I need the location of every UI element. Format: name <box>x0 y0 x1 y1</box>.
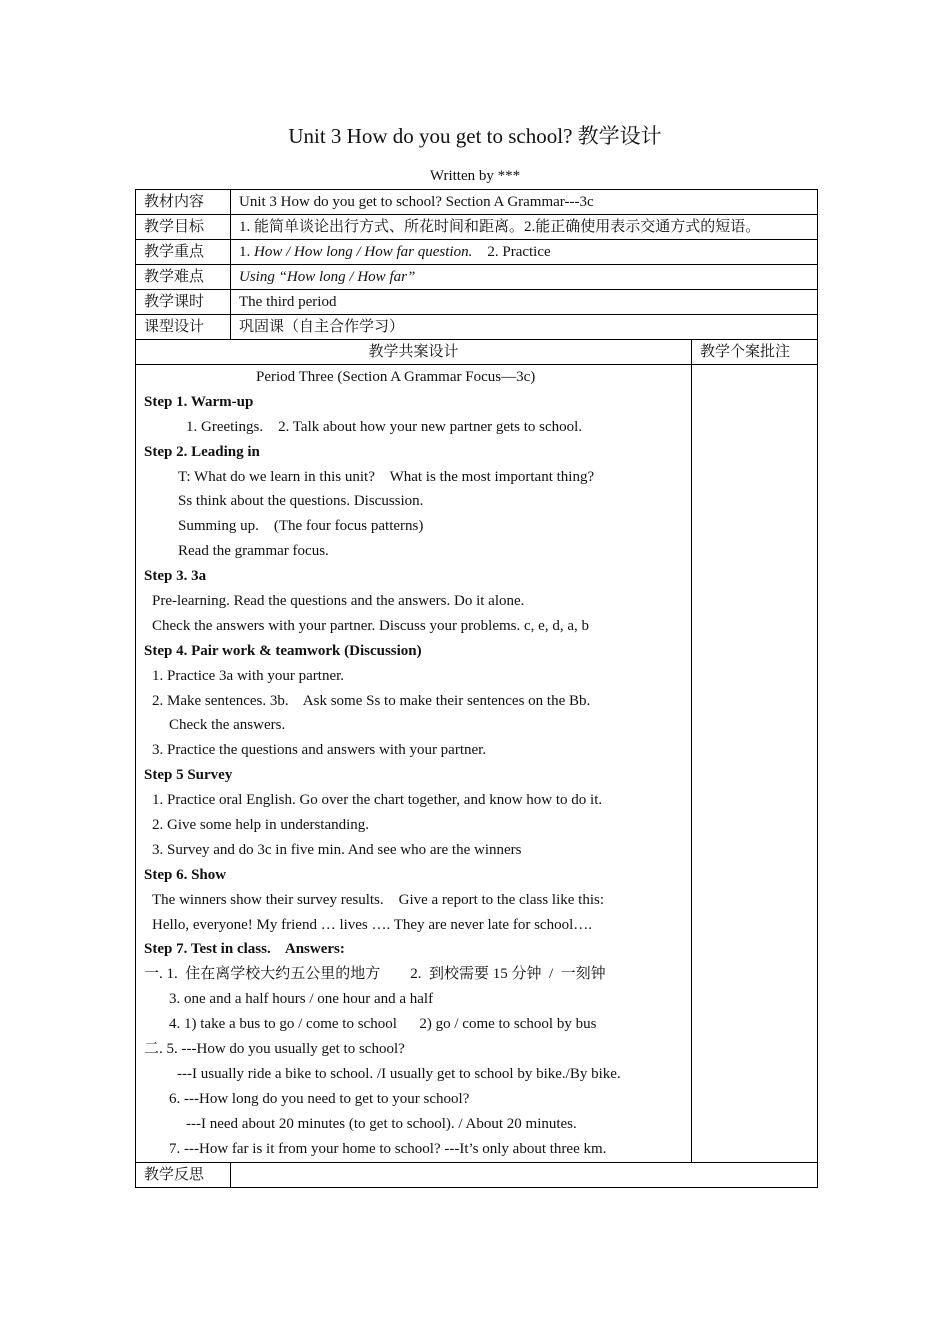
answer-line: 二. 5. ---How do you usually get to school? <box>144 1041 405 1058</box>
row-reflection <box>136 1162 818 1187</box>
value-reflection <box>231 1162 818 1187</box>
value-difficulties: Using “How long / How far” <box>231 265 818 290</box>
step-heading: Step 7. Test in class. Answers: <box>144 941 345 958</box>
row-lesson-body <box>136 365 818 1163</box>
label-materials: 教材内容 <box>136 190 231 215</box>
step-item: Check the answers. <box>169 717 286 734</box>
step-item: Check the answers with your partner. Discuss your problems. c, e, d, a, b <box>152 617 589 634</box>
answer-line: 7. ---How far is it from your home to school? ---It’s only about three km. <box>169 1140 607 1157</box>
value-objectives: 1. 能简单谈论出行方式、所花时间和距离。2.能正确使用表示交通方式的短语。 <box>231 215 818 240</box>
lesson-steps <box>144 365 683 1162</box>
step-item: The winners show their survey results. Give a report to the class like this: <box>152 891 604 908</box>
individual-notes-cell <box>692 365 818 1163</box>
lesson-plan-table <box>135 189 818 1188</box>
step-heading: Step 3. 3a <box>144 568 207 585</box>
document-title: Unit 3 How do you get to school? 教学设计 <box>288 124 662 148</box>
value-lesson-type: 巩固课（自主合作学习） <box>231 315 818 340</box>
answer-line: ---I usually ride a bike to school. /I usually get to school by bike./By bike. <box>177 1065 621 1082</box>
row-materials <box>136 190 818 215</box>
row-period <box>136 290 818 315</box>
answer-line: 4. 1) take a bus to go / come to school 2) go / come to school by bus <box>169 1016 597 1033</box>
step-item: Read the grammar focus. <box>178 543 329 560</box>
step-item: 1. Practice oral English. Go over the chart together, and know how to do it. <box>152 792 603 809</box>
step-item: 3. Practice the questions and answers with your partner. <box>152 742 487 759</box>
period-heading: Period Three (Section A Grammar Focus—3c) <box>256 369 536 385</box>
header-shared-design: 教学共案设计 <box>136 340 692 365</box>
step-heading: Step 5 Survey <box>144 767 233 784</box>
step-item: Pre-learning. Read the questions and the answers. Do it alone. <box>152 593 525 610</box>
answer-line: ---I need about 20 minutes (to get to school). / About 20 minutes. <box>186 1115 577 1132</box>
step-item: 2. Give some help in understanding. <box>152 817 370 834</box>
row-lesson-type <box>136 315 818 340</box>
step-heading: Step 4. Pair work & teamwork (Discussion) <box>144 642 422 659</box>
lesson-body-cell <box>136 365 692 1163</box>
step-item: 1. Practice 3a with your partner. <box>152 667 345 684</box>
header-individual-notes: 教学个案批注 <box>692 340 818 365</box>
label-difficulties: 教学难点 <box>136 265 231 290</box>
answer-line: 6. ---How long do you need to get to your school? <box>169 1090 470 1107</box>
value-materials: Unit 3 How do you get to school? Section A Grammar---3c <box>231 190 818 215</box>
row-section-header <box>136 340 818 365</box>
key-points-italic: How / How long / How far question. <box>254 244 473 260</box>
step-item: 1. Greetings. 2. Talk about how your new partner gets to school. <box>186 418 583 435</box>
label-key-points: 教学重点 <box>136 240 231 265</box>
label-lesson-type: 课型设计 <box>136 315 231 340</box>
step-item: 3. Survey and do 3c in five min. And see who are the winners <box>152 841 522 858</box>
row-key-points <box>136 240 818 265</box>
answer-line: 3. one and a half hours / one hour and a half <box>169 991 434 1008</box>
row-difficulties <box>136 265 818 290</box>
row-objectives <box>136 215 818 240</box>
step-heading: Step 2. Leading in <box>144 443 260 460</box>
value-key-points <box>231 240 818 265</box>
step-item: 2. Make sentences. 3b. Ask some Ss to make their sentences on the Bb. <box>152 692 591 709</box>
step-heading: Step 6. Show <box>144 866 227 883</box>
step-item: Hello, everyone! My friend … lives …. They are never late for school…. <box>152 916 592 933</box>
author-line: Written by *** <box>429 168 521 184</box>
value-period: The third period <box>231 290 818 315</box>
step-item: Ss think about the questions. Discussion. <box>178 493 424 510</box>
answer-line: 一. 1. 住在离学校大约五公里的地方 2. 到校需要 15 分钟 / 一刻钟 <box>144 966 606 983</box>
label-period: 教学课时 <box>136 290 231 315</box>
label-objectives: 教学目标 <box>136 215 231 240</box>
step-heading: Step 1. Warm-up <box>144 393 254 410</box>
label-reflection: 教学反思 <box>136 1162 231 1187</box>
key-points-practice: 2. Practice <box>472 244 551 260</box>
key-points-number: 1. <box>239 244 254 260</box>
step-item: Summing up. (The four focus patterns) <box>178 518 424 535</box>
step-item: T: What do we learn in this unit? What is the most important thing? <box>178 468 595 485</box>
